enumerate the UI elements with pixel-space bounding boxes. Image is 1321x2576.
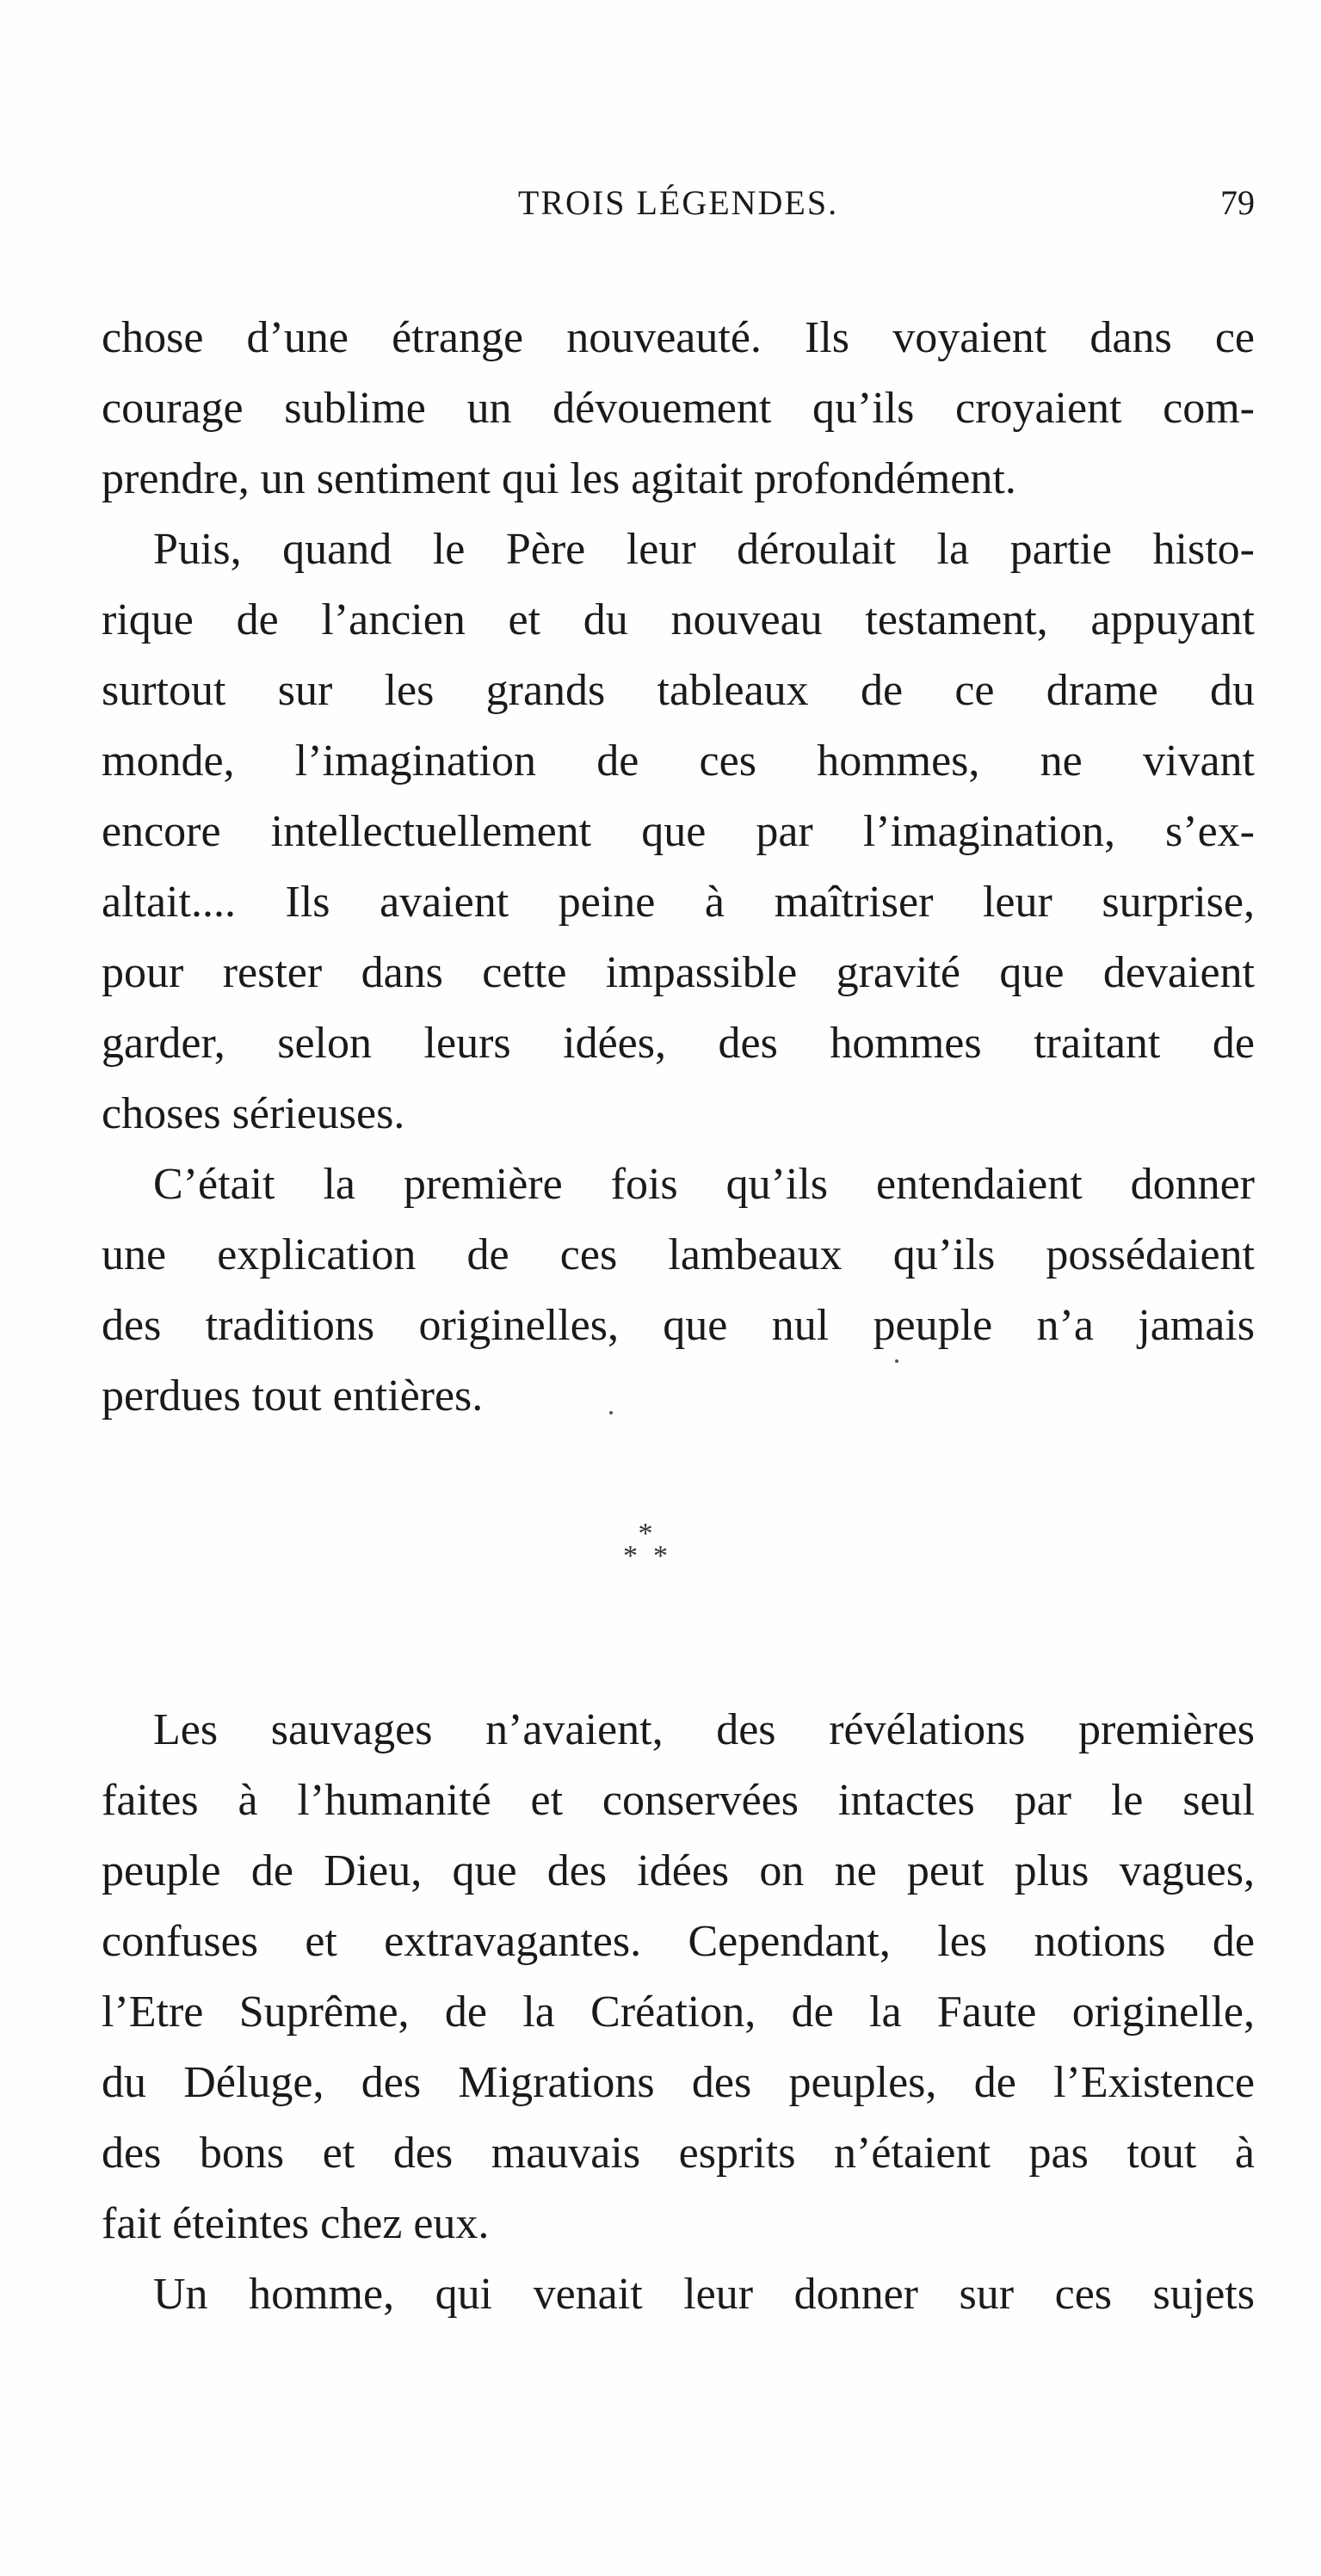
text-line: peuple de Dieu, que des idées on ne peut plus vagues, [102, 1846, 1255, 1895]
text-line: perdues tout entières. [102, 1371, 484, 1420]
running-title: TROIS LÉGENDES. [517, 183, 839, 222]
ink-speck [895, 1359, 898, 1363]
text-line: pour rester dans cette impassible gravité que devaient [102, 948, 1255, 997]
text-block-top [102, 303, 1255, 1432]
text-line: choses sérieuses. [102, 1089, 405, 1138]
text-line: surtout sur les grands tableaux de ce drame du [102, 666, 1255, 715]
text-line: des traditions originelles, que nul peuple n’a jamais [102, 1301, 1255, 1350]
text-line: garder, selon leurs idées, des hommes traitant de [102, 1019, 1255, 1068]
text-line: Les sauvages n’avaient, des révélations premières [153, 1705, 1255, 1754]
text-block-bottom [102, 1695, 1255, 2330]
text-line: rique de l’ancien et du nouveau testament, appuyant [102, 595, 1255, 644]
text-line: courage sublime un dévouement qu’ils croyaient com- [102, 384, 1255, 433]
asterism-bottom: ** [623, 1540, 683, 1572]
text-line: monde, l’imagination de ces hommes, ne vivant [102, 736, 1255, 786]
text-line: prendre, un sentiment qui les agitait profondément. [102, 454, 1016, 503]
text-line: altait.... Ils avaient peine à maîtriser leur surprise, [102, 878, 1255, 927]
text-line: encore intellectuellement que par l’imagination, s’ex- [102, 807, 1255, 856]
text-line: l’Etre Suprême, de la Création, de la Faute originelle, [102, 1987, 1255, 2037]
text-line: fait éteintes chez eux. [102, 2199, 490, 2248]
asterism-top: * [638, 1518, 653, 1550]
text-line: du Déluge, des Migrations des peuples, de l’Existence [102, 2058, 1255, 2107]
text-line: faites à l’humanité et conservées intactes par le seul [102, 1776, 1255, 1825]
page-number: 79 [1220, 183, 1255, 222]
text-line: Puis, quand le Père leur déroulait la partie histo- [153, 525, 1255, 574]
text-line: Un homme, qui venait leur donner sur ces sujets [153, 2270, 1255, 2319]
running-head [102, 182, 1255, 234]
text-line: une explication de ces lambeaux qu’ils possédaient [102, 1230, 1255, 1279]
text-line: chose d’une étrange nouveauté. Ils voyaient dans ce [102, 313, 1255, 362]
text-line: C’était la première fois qu’ils entendaient donner [153, 1160, 1255, 1209]
ink-speck [609, 1411, 613, 1414]
section-asterism [594, 1518, 697, 1572]
text-line: des bons et des mauvais esprits n’étaient pas tout à [102, 2129, 1255, 2178]
text-line: confuses et extravagantes. Cependant, les notions de [102, 1917, 1255, 1966]
